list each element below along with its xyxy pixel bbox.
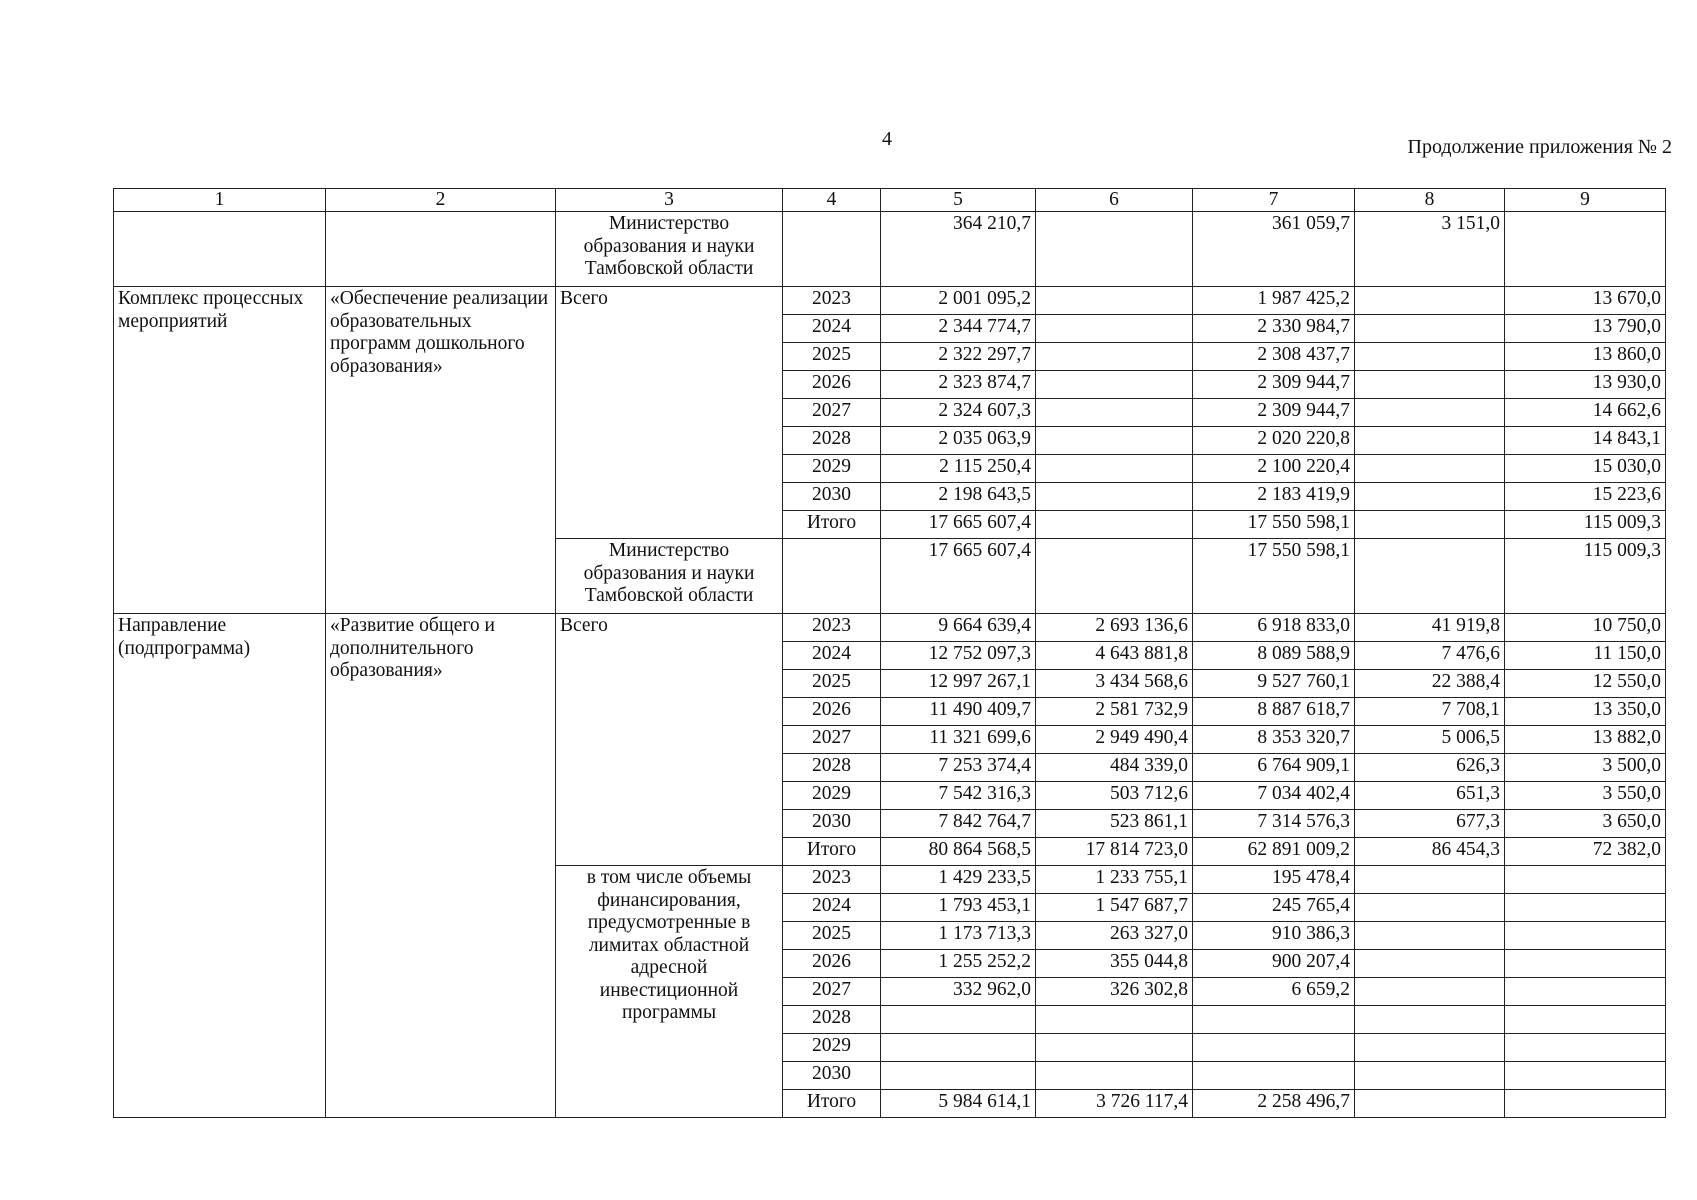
year-cell: 2029 [783, 455, 881, 483]
table-cell [1193, 1006, 1355, 1034]
table-cell: 14 843,1 [1505, 427, 1666, 455]
column-header: 5 [881, 189, 1036, 212]
table-cell [1036, 212, 1193, 287]
table-cell [1355, 950, 1505, 978]
table-cell [1505, 1090, 1666, 1118]
table-cell: 12 752 097,3 [881, 642, 1036, 670]
table-cell: 13 882,0 [1505, 726, 1666, 754]
table-cell: 2 581 732,9 [1036, 698, 1193, 726]
table-cell [1355, 399, 1505, 427]
table-cell: 626,3 [1355, 754, 1505, 782]
table-cell [1505, 1062, 1666, 1090]
table-cell [1036, 315, 1193, 343]
column-header: 4 [783, 189, 881, 212]
year-cell: 2026 [783, 698, 881, 726]
table-cell [1505, 950, 1666, 978]
table-cell: 651,3 [1355, 782, 1505, 810]
program-type-label: Комплекс процессных мероприятий [114, 287, 326, 614]
table-cell: 2 258 496,7 [1193, 1090, 1355, 1118]
year-cell: 2025 [783, 922, 881, 950]
table-cell [1193, 1034, 1355, 1062]
table-cell: 3 726 117,4 [1036, 1090, 1193, 1118]
table-cell [1355, 483, 1505, 511]
table-cell: 41 919,8 [1355, 614, 1505, 642]
year-cell: 2030 [783, 1062, 881, 1090]
table-cell: 263 327,0 [1036, 922, 1193, 950]
table-cell: 13 790,0 [1505, 315, 1666, 343]
table-cell: 2 035 063,9 [881, 427, 1036, 455]
table-cell [326, 212, 556, 287]
table-cell: 503 712,6 [1036, 782, 1193, 810]
table-cell [1355, 427, 1505, 455]
column-header: 2 [326, 189, 556, 212]
program-type-label: Направление (подпрограмма) [114, 614, 326, 1118]
continuation-label: Продолжение приложения № 2 [1407, 136, 1672, 158]
table-cell [1036, 1062, 1193, 1090]
ministry-label: Министерство образования и науки Тамбовской области [556, 212, 783, 287]
table-cell [1036, 287, 1193, 315]
year-cell: 2029 [783, 782, 881, 810]
table-cell [1036, 343, 1193, 371]
table-cell [783, 212, 881, 287]
table-cell: 1 547 687,7 [1036, 894, 1193, 922]
table-cell: 8 089 588,9 [1193, 642, 1355, 670]
table-cell [1355, 866, 1505, 894]
table-cell: 115 009,3 [1505, 539, 1666, 614]
table-cell: 2 020 220,8 [1193, 427, 1355, 455]
table-cell: 2 949 490,4 [1036, 726, 1193, 754]
table-cell: 5 984 614,1 [881, 1090, 1036, 1118]
year-cell: 2028 [783, 427, 881, 455]
table-cell: 3 500,0 [1505, 754, 1666, 782]
table-cell [881, 1062, 1036, 1090]
year-cell: 2030 [783, 810, 881, 838]
table-cell: 1 987 425,2 [1193, 287, 1355, 315]
table-cell: 6 764 909,1 [1193, 754, 1355, 782]
table-cell [1193, 1062, 1355, 1090]
table-cell [1355, 922, 1505, 950]
table-cell [1036, 483, 1193, 511]
year-cell: 2023 [783, 866, 881, 894]
table-cell: 17 665 607,4 [881, 539, 1036, 614]
table-cell: 15 223,6 [1505, 483, 1666, 511]
table-cell: 326 302,8 [1036, 978, 1193, 1006]
column-header: 9 [1505, 189, 1666, 212]
table-cell [1505, 894, 1666, 922]
table-cell: 2 198 643,5 [881, 483, 1036, 511]
table-cell: 195 478,4 [1193, 866, 1355, 894]
table-cell: 1 793 453,1 [881, 894, 1036, 922]
table-cell: 80 864 568,5 [881, 838, 1036, 866]
table-cell [1505, 866, 1666, 894]
table-cell: 364 210,7 [881, 212, 1036, 287]
table-cell [1355, 978, 1505, 1006]
table-cell: 1 255 252,2 [881, 950, 1036, 978]
table-body [114, 212, 1666, 1118]
table-row [114, 614, 1666, 642]
table-cell [1355, 1006, 1505, 1034]
table-cell [1036, 427, 1193, 455]
year-cell: 2025 [783, 670, 881, 698]
year-cell: 2023 [783, 287, 881, 315]
table-cell: 3 151,0 [1355, 212, 1505, 287]
table-cell [1355, 1090, 1505, 1118]
table-cell: 2 344 774,7 [881, 315, 1036, 343]
table-cell [1036, 539, 1193, 614]
table-cell: 2 323 874,7 [881, 371, 1036, 399]
table-cell: 523 861,1 [1036, 810, 1193, 838]
total-label: Всего [556, 287, 783, 539]
table-cell [1036, 399, 1193, 427]
table-cell [114, 212, 326, 287]
year-cell: 2030 [783, 483, 881, 511]
year-cell: 2027 [783, 978, 881, 1006]
table-cell [1505, 922, 1666, 950]
table-cell: 3 650,0 [1505, 810, 1666, 838]
page-number: 4 [882, 128, 892, 150]
year-cell: 2024 [783, 894, 881, 922]
table-cell [1036, 1006, 1193, 1034]
table-cell: 2 115 250,4 [881, 455, 1036, 483]
table-cell: 1 173 713,3 [881, 922, 1036, 950]
column-header: 6 [1036, 189, 1193, 212]
table-cell: 7 034 402,4 [1193, 782, 1355, 810]
table-cell [1355, 343, 1505, 371]
table-cell: 13 350,0 [1505, 698, 1666, 726]
table-cell [1355, 511, 1505, 539]
table-cell: 4 643 881,8 [1036, 642, 1193, 670]
table-cell [881, 1006, 1036, 1034]
table-cell [1355, 1062, 1505, 1090]
table-cell [1355, 287, 1505, 315]
table-cell: 7 253 374,4 [881, 754, 1036, 782]
table-cell: 361 059,7 [1193, 212, 1355, 287]
year-cell: 2028 [783, 1006, 881, 1034]
table-cell: 2 183 419,9 [1193, 483, 1355, 511]
table-cell: 1 429 233,5 [881, 866, 1036, 894]
table-cell: 2 001 095,2 [881, 287, 1036, 315]
column-header: 7 [1193, 189, 1355, 212]
table-cell: 72 382,0 [1505, 838, 1666, 866]
table-cell: 2 309 944,7 [1193, 399, 1355, 427]
table-cell: 13 670,0 [1505, 287, 1666, 315]
table-cell: 2 324 607,3 [881, 399, 1036, 427]
table-cell: 13 860,0 [1505, 343, 1666, 371]
table-cell: 11 490 409,7 [881, 698, 1036, 726]
table-cell [1355, 455, 1505, 483]
year-cell: 2026 [783, 950, 881, 978]
table-cell: 2 309 944,7 [1193, 371, 1355, 399]
year-cell: 2028 [783, 754, 881, 782]
table-cell: 677,3 [1355, 810, 1505, 838]
year-cell: Итого [783, 511, 881, 539]
table-cell: 17 814 723,0 [1036, 838, 1193, 866]
table-cell: 2 330 984,7 [1193, 315, 1355, 343]
table-cell: 2 100 220,4 [1193, 455, 1355, 483]
table-cell: 17 665 607,4 [881, 511, 1036, 539]
table-cell: 86 454,3 [1355, 838, 1505, 866]
table-cell: 13 930,0 [1505, 371, 1666, 399]
table-cell: 9 664 639,4 [881, 614, 1036, 642]
table-cell [1036, 455, 1193, 483]
table-cell [1355, 539, 1505, 614]
table-cell: 1 233 755,1 [1036, 866, 1193, 894]
column-header: 3 [556, 189, 783, 212]
table-cell: 355 044,8 [1036, 950, 1193, 978]
table-cell: 245 765,4 [1193, 894, 1355, 922]
column-header: 1 [114, 189, 326, 212]
table-cell: 62 891 009,2 [1193, 838, 1355, 866]
table-cell: 17 550 598,1 [1193, 539, 1355, 614]
table-cell [1505, 1034, 1666, 1062]
table-cell: 14 662,6 [1505, 399, 1666, 427]
year-cell: Итого [783, 1090, 881, 1118]
table-cell: 115 009,3 [1505, 511, 1666, 539]
table-row [114, 287, 1666, 315]
program-name-label: «Развитие общего и дополнительного образования» [326, 614, 556, 1118]
table-cell: 7 708,1 [1355, 698, 1505, 726]
investment-subset-label: в том числе объемы финансирования, предусмотренные в лимитах областной адресной инвестиционной программы [556, 866, 783, 1118]
year-cell: 2026 [783, 371, 881, 399]
table-cell: 11 150,0 [1505, 642, 1666, 670]
table-cell: 8 887 618,7 [1193, 698, 1355, 726]
table-cell [1505, 978, 1666, 1006]
table-cell: 2 693 136,6 [1036, 614, 1193, 642]
table-cell: 11 321 699,6 [881, 726, 1036, 754]
table-cell: 22 388,4 [1355, 670, 1505, 698]
table-cell: 2 308 437,7 [1193, 343, 1355, 371]
year-cell: 2029 [783, 1034, 881, 1062]
program-name-label: «Обеспечение реализации образовательных программ дошкольного образования» [326, 287, 556, 614]
column-header: 8 [1355, 189, 1505, 212]
table-cell: 7 842 764,7 [881, 810, 1036, 838]
table-cell: 7 314 576,3 [1193, 810, 1355, 838]
table-cell: 17 550 598,1 [1193, 511, 1355, 539]
table-cell [1036, 1034, 1193, 1062]
table-cell: 12 997 267,1 [881, 670, 1036, 698]
table-cell [1036, 511, 1193, 539]
year-cell: 2027 [783, 399, 881, 427]
table-cell [1505, 1006, 1666, 1034]
table-cell: 6 918 833,0 [1193, 614, 1355, 642]
table-cell [1355, 1034, 1505, 1062]
table-cell: 3 550,0 [1505, 782, 1666, 810]
year-cell: Итого [783, 838, 881, 866]
table-cell: 5 006,5 [1355, 726, 1505, 754]
table-cell: 9 527 760,1 [1193, 670, 1355, 698]
table-cell: 12 550,0 [1505, 670, 1666, 698]
table-row [114, 212, 1666, 287]
table-cell: 7 476,6 [1355, 642, 1505, 670]
year-cell: 2024 [783, 642, 881, 670]
table-cell [1355, 371, 1505, 399]
table-cell: 8 353 320,7 [1193, 726, 1355, 754]
table-cell [1355, 315, 1505, 343]
year-cell: 2025 [783, 343, 881, 371]
ministry-label: Министерство образования и науки Тамбовской области [556, 539, 783, 614]
table-cell [783, 539, 881, 614]
total-label: Всего [556, 614, 783, 866]
table-cell [881, 1034, 1036, 1062]
table-cell: 15 030,0 [1505, 455, 1666, 483]
table-cell [1505, 212, 1666, 287]
table-cell [1036, 371, 1193, 399]
table-cell: 3 434 568,6 [1036, 670, 1193, 698]
table-cell: 332 962,0 [881, 978, 1036, 1006]
table-cell: 2 322 297,7 [881, 343, 1036, 371]
table-cell: 10 750,0 [1505, 614, 1666, 642]
budget-table [113, 188, 1666, 1118]
table-cell: 910 386,3 [1193, 922, 1355, 950]
table-cell: 6 659,2 [1193, 978, 1355, 1006]
year-cell: 2024 [783, 315, 881, 343]
year-cell: 2027 [783, 726, 881, 754]
year-cell: 2023 [783, 614, 881, 642]
table-cell: 484 339,0 [1036, 754, 1193, 782]
table-cell [1355, 894, 1505, 922]
table-cell: 7 542 316,3 [881, 782, 1036, 810]
table-cell: 900 207,4 [1193, 950, 1355, 978]
header-row [114, 189, 1666, 212]
